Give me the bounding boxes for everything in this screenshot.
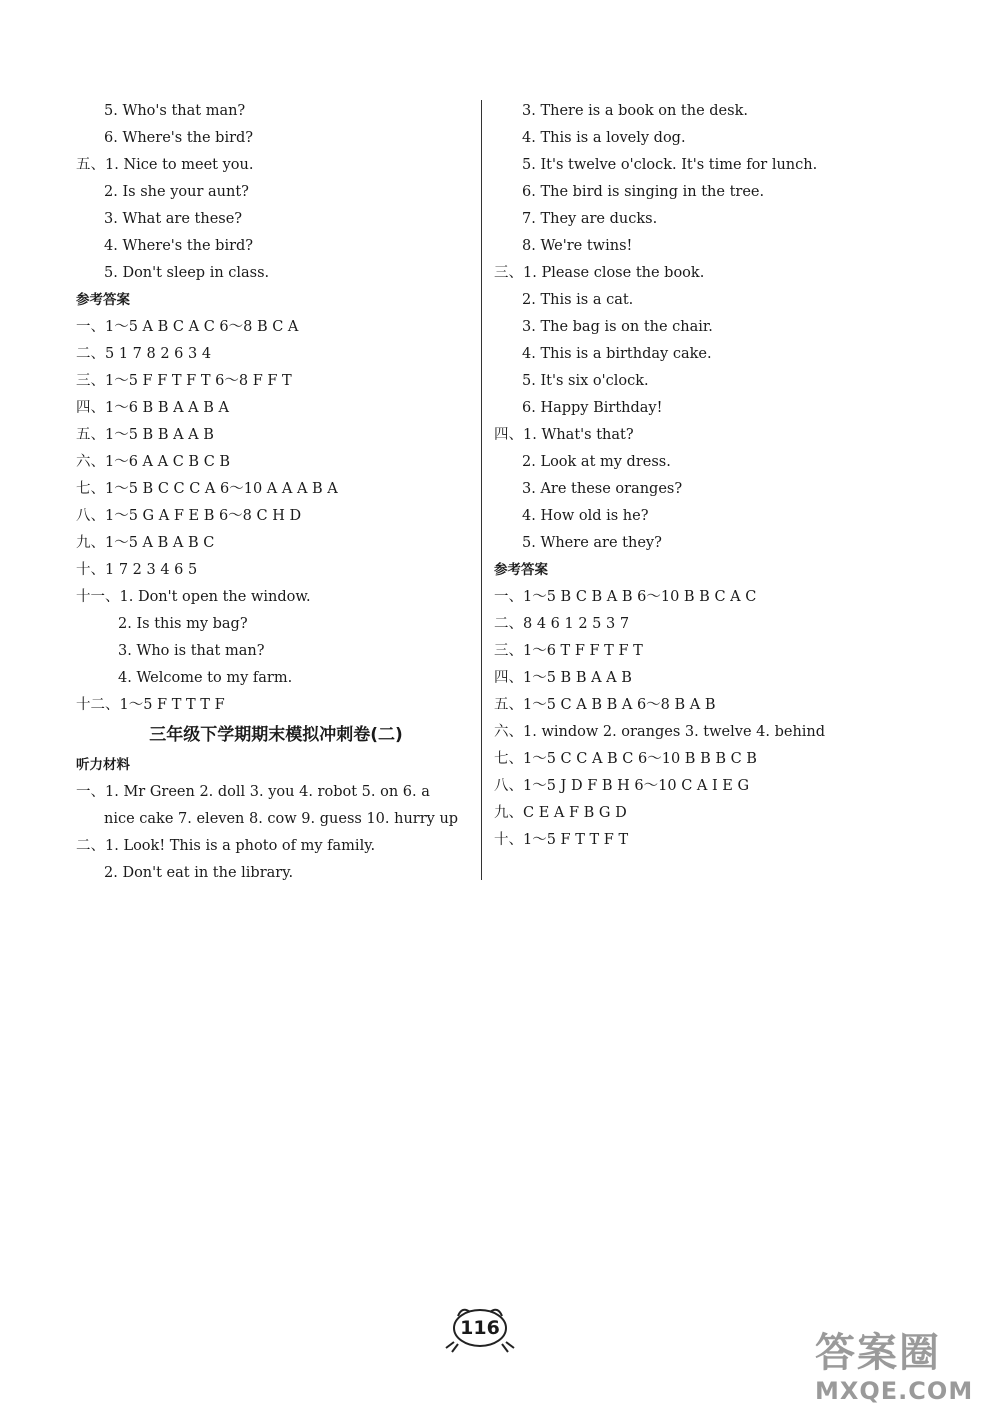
- watermark-chars: 答案圈: [815, 1330, 941, 1376]
- text-line: 6. Where's the bird?: [104, 130, 254, 146]
- exam-title: 三年级下学期期末模拟冲刺卷(二): [149, 725, 403, 745]
- text-line: 四、1～5 B B A A B: [494, 670, 632, 686]
- text-line: 5. Who's that man?: [104, 103, 246, 119]
- text-line: 3. What are these?: [104, 211, 243, 227]
- section-heading: 参考答案: [76, 292, 130, 308]
- text-line: 七、1～5 C C A B C 6～10 B B B C B: [494, 751, 757, 767]
- text-line: 6. Happy Birthday!: [522, 400, 663, 416]
- text-line: 2. This is a cat.: [522, 292, 634, 308]
- text-line: 一、1. Mr Green 2. doll 3. you 4. robot 5. on 6. a: [76, 784, 430, 800]
- text-line: 4. Welcome to my farm.: [118, 670, 293, 686]
- text-line: 4. This is a birthday cake.: [522, 346, 712, 362]
- text-line: 八、1～5 J D F B H 6～10 C A I E G: [494, 778, 750, 794]
- text-line: 7. They are ducks.: [522, 211, 658, 227]
- text-line: 3. The bag is on the chair.: [522, 319, 713, 335]
- text-line: 十一、1. Don't open the window.: [76, 589, 311, 605]
- text-line: 3. Are these oranges?: [522, 481, 683, 497]
- text-line: 十二、1～5 F T T T F: [76, 697, 225, 713]
- text-line: 一、1～5 A B C A C 6～8 B C A: [76, 319, 299, 335]
- text-line: 5. Don't sleep in class.: [104, 265, 270, 281]
- text-line: 六、1. window 2. oranges 3. twelve 4. behind: [494, 724, 826, 740]
- text-line: 五、1. Nice to meet you.: [76, 157, 254, 173]
- text-line: 二、8 4 6 1 2 5 3 7: [494, 616, 630, 632]
- section-heading: 听力材料: [76, 757, 130, 773]
- text-line: 3. Who is that man?: [118, 643, 265, 659]
- text-line: 6. The bird is singing in the tree.: [522, 184, 765, 200]
- text-line: 八、1～5 G A F E B 6～8 C H D: [76, 508, 302, 524]
- text-line: 三、1～5 F F T F T 6～8 F F T: [76, 373, 292, 389]
- text-line: 2. Is she your aunt?: [104, 184, 249, 200]
- text-line: 5. It's six o'clock.: [522, 373, 649, 389]
- column-divider: [481, 100, 482, 880]
- text-line: 三、1～6 T F F T F T: [494, 643, 643, 659]
- text-line: 二、1. Look! This is a photo of my family.: [76, 838, 376, 854]
- watermark-url: MXQE.COM: [815, 1377, 974, 1405]
- text-line: 4. Where's the bird?: [104, 238, 254, 254]
- section-heading: 参考答案: [494, 562, 548, 578]
- text-line: 十、1～5 F T T F T: [494, 832, 629, 848]
- text-line: 十、1 7 2 3 4 6 5: [76, 562, 198, 578]
- text-line: 5. Where are they?: [522, 535, 662, 551]
- text-line: 二、5 1 7 8 2 6 3 4: [76, 346, 212, 362]
- text-line: 五、1～5 B B A A B: [76, 427, 214, 443]
- text-line: 5. It's twelve o'clock. It's time for lunch.: [522, 157, 818, 173]
- text-line: 2. Look at my dress.: [522, 454, 671, 470]
- text-line: 4. How old is he?: [522, 508, 649, 524]
- text-line: 一、1～5 B C B A B 6～10 B B C A C: [494, 589, 757, 605]
- text-line: 五、1～5 C A B B A 6～8 B A B: [494, 697, 716, 713]
- text-line: 九、C E A F B G D: [494, 805, 627, 821]
- text-line: 2. Is this my bag?: [118, 616, 248, 632]
- text-line: 三、1. Please close the book.: [494, 265, 705, 281]
- watermark-logo: [815, 1330, 995, 1415]
- text-line: 九、1～5 A B A B C: [76, 535, 215, 551]
- text-line: 3. There is a book on the desk.: [522, 103, 748, 119]
- right-column: [494, 98, 914, 854]
- text-line: 4. This is a lovely dog.: [522, 130, 686, 146]
- text-line: 七、1～5 B C C C A 6～10 A A A B A: [76, 481, 338, 497]
- text-line: 四、1. What's that?: [494, 427, 634, 443]
- text-line: 2. Don't eat in the library.: [104, 865, 294, 881]
- left-column: [76, 98, 476, 887]
- text-line: nice cake 7. eleven 8. cow 9. guess 10. hurry up: [104, 811, 459, 827]
- page-number: 116: [460, 1317, 500, 1339]
- text-line: 8. We're twins!: [522, 238, 633, 254]
- text-line: 四、1～6 B B A A B A: [76, 400, 229, 416]
- text-line: 六、1～6 A A C B C B: [76, 454, 231, 470]
